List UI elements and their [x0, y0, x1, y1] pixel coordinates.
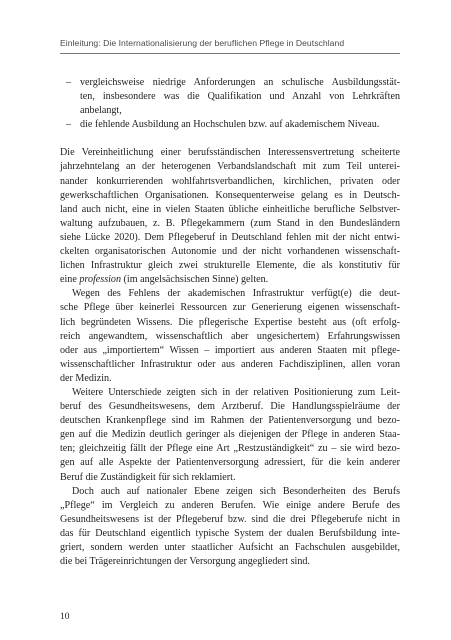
list-line: ten, insbesondere was die Qualifikation und Anzahl von Lehrkräften [80, 91, 400, 103]
text-line: griert, sondern werden unter staatlicher Aufsicht an Fachschulen ausgebildet, [60, 542, 400, 553]
text-line: ckelten organisatorischen Autonomie und der nicht vorhandenen wissenschaft- [60, 246, 400, 258]
paragraph [60, 485, 400, 570]
text-line: Doch auch auf nationaler Ebene zeigen sich Besonderheiten des Berufs [72, 485, 400, 497]
list-line: vergleichsweise niedrige Anforderungen an schulische Ausbildungsstät- [80, 77, 400, 88]
text-line: „Pflege“ im Vergleich zu anderen Berufen. Wie einige andere Berufe des [60, 499, 400, 511]
list-item [60, 76, 400, 118]
text-line: oder aus „importiertem“ Wissen – importiert aus anderen Staaten mit pflege- [60, 344, 400, 356]
list-dash: – [66, 77, 72, 88]
running-header: Einleitung: Die Internationalisierung der beruflichen Pflege in Deutschland [60, 38, 345, 48]
text-line: nander konkurrierenden wohlfahrtsverbandlichen, kirchlichen, privaten oder [60, 175, 400, 187]
text-line: Weitere Unterschiede zeigten sich in der relativen Positionierung zum Leit- [72, 386, 400, 398]
text-line: sche Pflege über keinerlei Ressourcen zur Generierung eigenen wissenschaft- [60, 302, 400, 314]
page-number: 10 [60, 612, 70, 622]
text-line: Wegen des Fehlens der akademischen Infrastruktur verfügt(e) die deut- [72, 288, 400, 300]
text-line: Gesundheitswesens ist der Pflegeberuf bzw. sind die drei Pflegeberufe nicht in [60, 513, 400, 525]
text-line: gewerkschaftlichen Organisationen. Konsequenterweise gelang es in Deutsch- [60, 189, 400, 201]
text-line: wissenschaftlicher Infrastruktur oder aus anderen Fachdisziplinen, allen voran [60, 358, 400, 370]
text-line: eine profession (im angelsächsischen Sinne) gelten. [60, 274, 269, 286]
text-line: Die Vereinheitlichung einer berufsständischen Interessensvertretung scheiterte [60, 147, 400, 159]
body-text [60, 76, 400, 569]
paragraph [60, 146, 400, 287]
text-line: ten; gleichzeitig fällt der Pflege eine Art „Restzuständigkeit“ zu – sie wird bezo- [60, 443, 400, 455]
text-line: beruf des Gesundheitswesens, dem Arztberuf. Die Handlungsspielräume der [60, 401, 400, 413]
list-item [60, 118, 400, 132]
text-line: das für Deutschland eigentlich typische System der dualen Berufsbildung inte- [60, 527, 400, 539]
header-rule [60, 53, 400, 54]
text-line: der Medizin. [60, 372, 112, 384]
text-line: waltung aufzubauen, z. B. Pflegekammern (zum Stand in den Bundesländern [60, 217, 400, 229]
text-line: die bei Trägereinrichtungen der Versorgung angegliedert sind. [60, 556, 310, 568]
list-line: die fehlende Ausbildung an Hochschulen bzw. auf akademischem Niveau. [80, 119, 380, 131]
paragraph [60, 287, 400, 386]
list-dash: – [66, 119, 72, 131]
text-line: lich begründeten Wissens. Die pflegerische Expertise besteht aus (oft erfolg- [60, 316, 400, 328]
text-line: gen auf alle Aspekte der Patientenversorgung adressiert, für die kein anderer [60, 457, 400, 469]
text-line: siehe Lücke 2020). Dem Pflegeberuf in Deutschland fehlen mit der nicht entwi- [60, 231, 400, 243]
italic-term: profession [79, 274, 122, 286]
text-line: lichen Infrastruktur gleich zwei strukturelle Elemente, die als konstitutiv für [60, 260, 400, 272]
text-line: deutschen Krankenpflege sind im Rahmen der Patientenversorgung und bezo- [60, 415, 400, 427]
paragraph [60, 386, 400, 485]
text-line: jahrzehntelang an der heterogenen Verbandslandschaft mit zum Teil unterei- [60, 161, 400, 173]
text-line: Beruf die Zuständigkeit für sich reklamiert. [60, 471, 236, 483]
text-line: land auch nicht, eine in vielen Staaten übliche einheitliche berufliche Selbstver- [60, 203, 400, 215]
list-line: anbelangt, [80, 105, 122, 117]
text-line: reich angewandtem, wissenschaftlich aber ungesichertem) Erfahrungswissen [60, 330, 400, 342]
text-line: gen auf die Medizin deutlich geringer als diejenigen der Pflege in anderen Staa- [60, 429, 400, 441]
